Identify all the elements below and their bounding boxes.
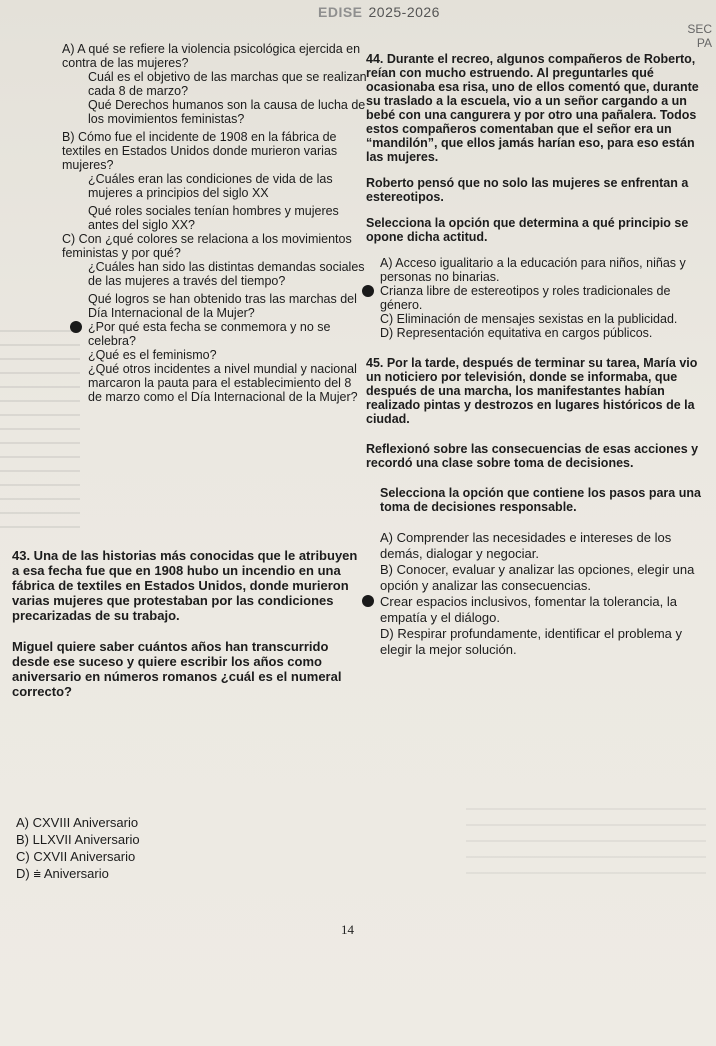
question-d-2: ¿Qué otros incidentes a nivel mundial y nacional marcaron la pauta para el establecimiento del 8 de marzo como el Día Internacional de la Mujer?	[88, 362, 358, 404]
question-45-options	[366, 530, 712, 658]
option-b-text: Crianza libre de estereotipos y roles tradicionales de género.	[380, 284, 671, 312]
filled-bubble-icon	[70, 321, 82, 333]
question-b-1: ¿Cuáles eran las condiciones de vida de las mujeres a principios del siglo XX	[88, 172, 333, 200]
question-c: C) Con ¿qué colores se relaciona a los movimientos feministas y por qué?	[62, 232, 352, 260]
question-b-2: Qué roles sociales tenían hombres y mujeres antes del siglo XX?	[88, 204, 339, 232]
option-d[interactable]: D) Representación equitativa en cargos públicos.	[380, 326, 653, 340]
bleed-through-marks	[0, 330, 80, 530]
corner-fragment-line: SEC	[687, 22, 712, 36]
right-column	[366, 52, 712, 658]
corner-fragment-line: PA	[696, 36, 712, 50]
question-43	[12, 548, 364, 699]
page-header	[318, 4, 440, 20]
option-a[interactable]: A) Comprender las necesidades e intereses de los demás, dialogar y negociar.	[380, 530, 672, 561]
question-43-prompt: Miguel quiere saber cuántos años han transcurrido desde ese suceso y quiere escribir los años como aniversario en números romanos ¿cuál es el numeral correcto?	[12, 639, 342, 699]
question-a: A) A qué se refiere la violencia psicológica ejercida en contra de las mujeres?	[62, 42, 361, 70]
option-c-text: Crear espacios inclusivos, fomentar la tolerancia, la empatía y el diálogo.	[380, 594, 677, 625]
filled-bubble-icon	[362, 285, 374, 297]
question-43-options	[16, 814, 276, 882]
header-prefix: EDISE	[318, 4, 363, 20]
filled-bubble-icon	[362, 595, 374, 607]
option-d[interactable]: D) Respirar profundamente, identificar el problema y elegir la mejor solución.	[380, 626, 683, 657]
page-number: 14	[341, 922, 354, 937]
option-c[interactable]	[362, 594, 712, 626]
question-c-2: Qué logros se han obtenido tras las marchas del Día Internacional de la Mujer?	[88, 292, 357, 320]
question-b: B) Cómo fue el incidente de 1908 en la fábrica de textiles en Estados Unidos donde murieron varias mujeres?	[62, 130, 338, 172]
question-a-2: Qué Derechos humanos son la causa de lucha de los movimientos feministas?	[88, 98, 366, 126]
option-a[interactable]: A) CXVIII Aniversario	[16, 815, 139, 830]
question-44-options	[366, 256, 712, 340]
option-b[interactable]	[362, 284, 712, 312]
option-a[interactable]: A) Acceso igualitario a la educación para niños, niñas y personas no binarias.	[380, 256, 686, 284]
question-45-stem: 45. Por la tarde, después de terminar su tarea, María vio un noticiero por televisión, donde se informaba, que después de una marcha, los manifestantes habían realizado pintas y destrozos en lugares históricos de la ciudad.	[366, 356, 698, 426]
option-d[interactable]: D) ⩧ Aniversario	[16, 866, 109, 881]
option-b[interactable]: B) Conocer, evaluar y analizar las opciones, elegir una opción y analizar las consecuencias.	[380, 562, 695, 593]
question-d-text: ¿Por qué esta fecha se conmemora y no se celebra?	[88, 320, 331, 348]
option-c[interactable]: C) CXVII Aniversario	[16, 849, 136, 864]
question-45-reflection: Reflexionó sobre las consecuencias de esas acciones y recordó una clase sobre toma de decisiones.	[366, 442, 699, 470]
question-d	[70, 320, 368, 348]
bleed-through-marks	[466, 808, 706, 888]
question-44-stem: 44. Durante el recreo, algunos compañeros de Roberto, reían con mucho estruendo. Al preguntarles qué ocasionaba esa risa, uno de ellos comentó que, durante su traslado a la escuela, vio a un señor cargando a un bebé con una cangurera y por otro una pañalera. Todos estos compañeros comentaban que el señor era un “mandilón”, que ellos jamás harían eso, para eso están las mujeres.	[366, 52, 699, 164]
question-43-stem: 43. Una de las historias más conocidas que le atribuyen a esa fecha fue que en 1908 hubo un incendio en una fábrica de textiles en Estados Unidos, donde murieron varias mujeres que protestaban por las condiciones precarizadas de su trabajo.	[12, 548, 358, 623]
question-44-prompt: Selecciona la opción que determina a qué principio se opone dicha actitud.	[366, 216, 689, 244]
question-a-1: Cuál es el objetivo de las marchas que se realizan cada 8 de marzo?	[88, 70, 367, 98]
option-b[interactable]: B) LLXVII Aniversario	[16, 832, 140, 847]
question-44-reflection: Roberto pensó que no solo las mujeres se enfrentan a estereotipos.	[366, 176, 689, 204]
discussion-questions	[62, 42, 368, 404]
header-year: 2025-2026	[368, 4, 440, 20]
question-c-1: ¿Cuáles han sido las distintas demandas sociales de las mujeres a través del tiempo?	[88, 260, 365, 288]
question-d-1: ¿Qué es el feminismo?	[88, 348, 217, 362]
question-45-prompt: Selecciona la opción que contiene los pasos para una toma de decisiones responsable.	[380, 486, 701, 514]
option-c[interactable]: C) Eliminación de mensajes sexistas en la publicidad.	[380, 312, 678, 326]
